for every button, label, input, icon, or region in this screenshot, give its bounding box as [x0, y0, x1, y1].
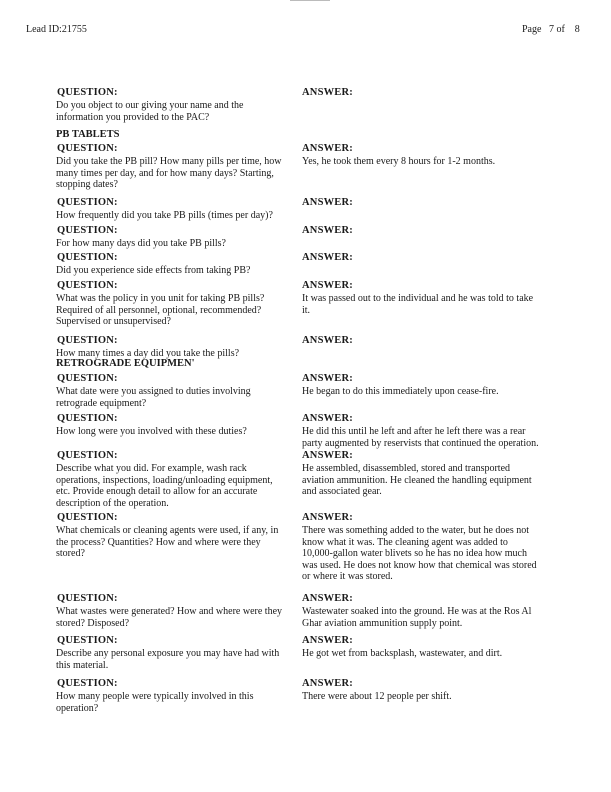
question-text: Describe any personal exposure you may have had with — [56, 648, 280, 659]
page-label: Page — [522, 24, 542, 35]
question-text: many times per day, and for how many days? Starting, — [56, 167, 274, 179]
question-label: QUESTION: — [57, 280, 118, 291]
question-text: operation? — [56, 702, 99, 714]
section-heading: PB TABLETS — [56, 129, 120, 140]
question-label: QUESTION: — [57, 678, 118, 689]
answer-label: ANSWER: — [302, 413, 353, 424]
question-text: How many times a day did you take the pills? — [56, 348, 240, 359]
answer-text: or where it was stored. — [302, 571, 393, 583]
question-text: stored? Disposed? — [56, 617, 130, 629]
question-text: Supervised or unsupervised? — [56, 316, 171, 328]
question-text: retrograde equipment? — [56, 397, 147, 409]
answer-text: 10,000-gallon water blivets so he has no idea how much — [302, 548, 527, 560]
answer-text: He did this until he left and after he left there was a rear — [302, 426, 526, 437]
answer-label: ANSWER: — [302, 512, 353, 523]
answer-label: ANSWER: — [302, 635, 353, 646]
answer-text: He got wet from backsplash, wastewater, and dirt. — [302, 648, 503, 659]
answer-label: ANSWER: — [302, 225, 353, 236]
page-indicator — [522, 24, 580, 35]
answer-label: ANSWER: — [302, 280, 353, 291]
answer-label: ANSWER: — [302, 450, 353, 461]
question-label: QUESTION: — [57, 512, 118, 523]
answer-text: party augmented by reservists that continued the operation. — [302, 437, 539, 449]
question-text: etc. Provide enough detail to allow for an accurate — [56, 486, 258, 498]
question-label: QUESTION: — [57, 450, 118, 461]
answer-label: ANSWER: — [302, 373, 353, 384]
question-text: Do you object to our giving your name and the — [56, 100, 244, 111]
question-label: QUESTION: — [57, 335, 118, 346]
question-text: information you provided to the PAC? — [56, 111, 210, 123]
answer-text: There was something added to the water, but he does not — [302, 525, 530, 536]
question-text: What was the policy in you unit for taking PB pills? — [56, 293, 265, 304]
answer-text: was used. He does not know how that chemical was stored — [302, 559, 537, 571]
answer-label: ANSWER: — [302, 252, 353, 263]
question-text: stored? — [56, 548, 85, 560]
answer-text: and associated gear. — [302, 486, 382, 498]
question-text: this material. — [56, 659, 109, 671]
question-text: Describe what you did. For example, wash rack — [56, 463, 247, 474]
answer-text: He began to do this immediately upon cease-fire. — [302, 386, 499, 397]
question-label: QUESTION: — [57, 252, 118, 263]
question-label: QUESTION: — [57, 373, 118, 384]
answer-text: Ghar aviation ammunition supply point. — [302, 617, 463, 629]
page-total: 8 — [574, 24, 580, 35]
answer-text: it. — [302, 304, 311, 316]
question-text: stopping dates? — [56, 179, 118, 191]
question-text: Did you take the PB pill? How many pills per time, how — [56, 156, 282, 167]
question-text: How long were you involved with these duties? — [56, 426, 247, 437]
answer-label: ANSWER: — [302, 143, 353, 154]
answer-text: There were about 12 people per shift. — [302, 691, 452, 702]
question-text: What chemicals or cleaning agents were used, if any, in — [56, 525, 279, 536]
question-label: QUESTION: — [57, 197, 118, 208]
question-text: Did you experience side effects from taking PB? — [56, 265, 251, 276]
section-heading: RETROGRADE EQUIPMEN' — [56, 358, 195, 369]
answer-text: aviation ammunition. He cleaned the handling equipment — [302, 474, 532, 486]
question-label: QUESTION: — [57, 87, 118, 98]
lead-id: Lead ID:21755 — [26, 24, 87, 35]
answer-text: know what it was. The cleaning agent was added to — [302, 536, 508, 548]
question-text: description of the operation. — [56, 497, 169, 509]
answer-label: ANSWER: — [302, 197, 353, 208]
answer-label: ANSWER: — [302, 593, 353, 604]
question-label: QUESTION: — [57, 225, 118, 236]
question-label: QUESTION: — [57, 635, 118, 646]
answer-label: ANSWER: — [302, 87, 353, 98]
question-text: Required of all personnel, optional, recommended? — [56, 304, 262, 316]
question-text: For how many days did you take PB pills? — [56, 238, 226, 249]
scan-mark — [290, 0, 330, 1]
question-label: QUESTION: — [57, 593, 118, 604]
question-text: What date were you assigned to duties involving — [56, 386, 251, 397]
question-label: QUESTION: — [57, 413, 118, 424]
answer-label: ANSWER: — [302, 335, 353, 346]
question-text: operations, inspections, loading/unloading equipment, — [56, 474, 273, 486]
answer-text: He assembled, disassembled, stored and transported — [302, 463, 511, 474]
question-text: How many people were typically involved in this — [56, 691, 254, 702]
answer-text: It was passed out to the individual and he was told to take — [302, 293, 534, 304]
question-text: the process? Quantities? How and where were they — [56, 536, 261, 548]
answer-label: ANSWER: — [302, 678, 353, 689]
page-number: 7 — [548, 24, 554, 35]
question-text: What wastes were generated? How and where were they — [56, 606, 283, 617]
question-text: How frequently did you take PB pills (times per day)? — [56, 210, 273, 221]
page-of: of — [556, 24, 565, 35]
question-label: QUESTION: — [57, 143, 118, 154]
answer-text: Yes, he took them every 8 hours for 1-2 months. — [302, 156, 496, 167]
answer-text: Wastewater soaked into the ground. He was at the Ros Al — [302, 606, 532, 617]
